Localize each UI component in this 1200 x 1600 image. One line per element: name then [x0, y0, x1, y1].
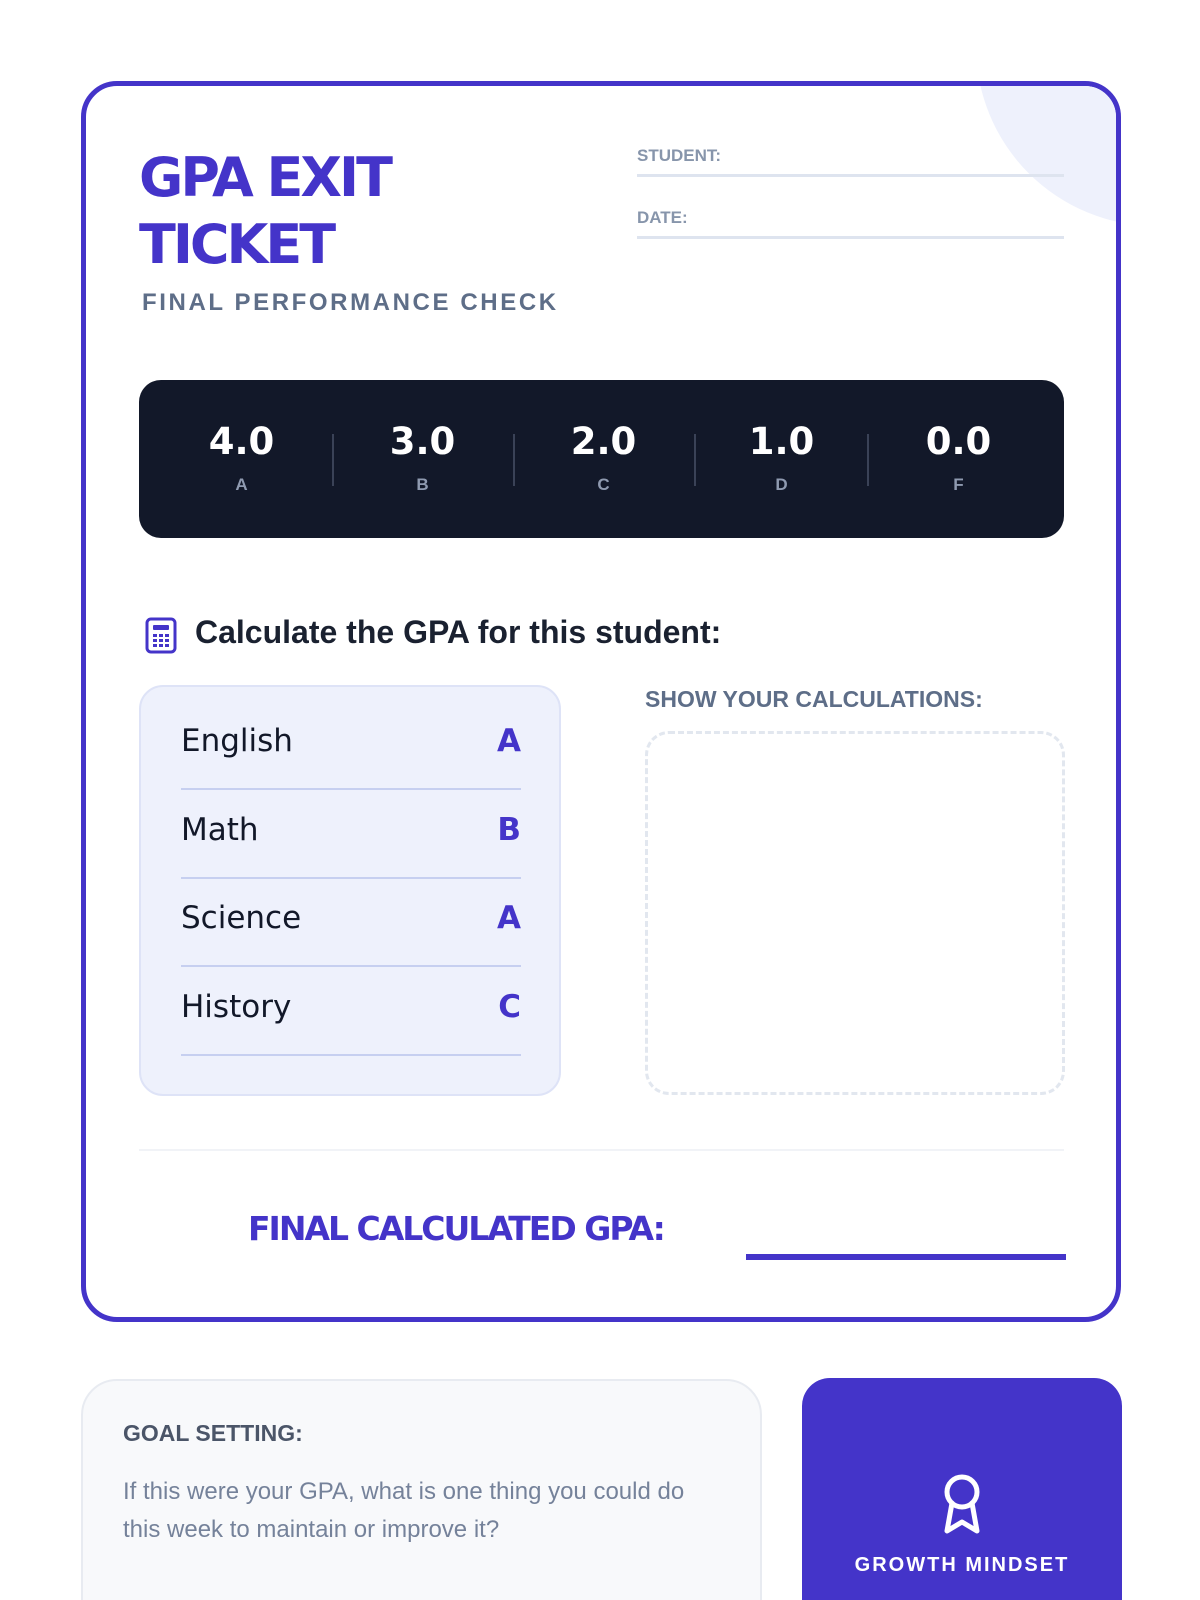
- grade-scale-bar: [139, 380, 1064, 538]
- goal-setting-prompt: If this were your GPA, what is one thing you could do this week to maintain or improve it?: [123, 1478, 685, 1543]
- date-field[interactable]: [637, 236, 1064, 239]
- scale-divider: [694, 434, 696, 486]
- grade-subject: History: [181, 989, 292, 1025]
- grade-subject: English: [181, 723, 293, 759]
- scale-points: 2.0: [570, 420, 637, 463]
- grade-subject: Science: [181, 900, 302, 936]
- scale-divider: [513, 434, 515, 486]
- question-text: Calculate the GPA for this student:: [195, 614, 722, 650]
- calculations-label: SHOW YOUR CALCULATIONS:: [645, 686, 983, 712]
- grade-letter: A: [497, 723, 521, 759]
- grades-panel: [139, 685, 561, 1096]
- scale-item-a: [179, 380, 304, 538]
- title-line-2: TICKET: [139, 213, 334, 276]
- scale-grade: B: [416, 475, 429, 494]
- decorative-circle: [976, 81, 1121, 226]
- date-label: DATE:: [637, 208, 688, 227]
- scale-item-b: [360, 380, 485, 538]
- goal-setting-title: GOAL SETTING:: [123, 1420, 303, 1446]
- scale-points: 4.0: [208, 420, 275, 463]
- scale-grade: D: [775, 475, 788, 494]
- grade-subject: Math: [181, 812, 259, 848]
- grade-row-divider: [181, 1054, 521, 1056]
- scale-points: 3.0: [389, 420, 456, 463]
- page-subtitle: FINAL PERFORMANCE CHECK: [142, 289, 559, 316]
- grade-row-history: [181, 967, 521, 1056]
- student-name-field[interactable]: [637, 174, 1064, 177]
- scale-grade: A: [235, 475, 248, 494]
- final-gpa-label: FINAL CALCULATED GPA:: [248, 1209, 664, 1248]
- page-title: [139, 144, 390, 278]
- grade-row-english: [181, 701, 521, 790]
- grade-letter: B: [497, 812, 521, 848]
- grade-row-science: [181, 878, 521, 967]
- scale-points: 0.0: [925, 420, 992, 463]
- growth-mindset-label: GROWTH MINDSET: [854, 1554, 1070, 1576]
- scale-grade: C: [597, 475, 610, 494]
- grade-row-math: [181, 790, 521, 879]
- calculator-icon: [144, 617, 178, 654]
- growth-mindset-badge: [802, 1378, 1122, 1600]
- title-line-1: GPA EXIT: [139, 146, 390, 209]
- grade-letter: C: [498, 989, 521, 1025]
- section-divider: [139, 1149, 1064, 1151]
- grade-letter: A: [497, 900, 521, 936]
- student-label: STUDENT:: [637, 146, 722, 165]
- scale-item-f: [896, 380, 1021, 538]
- final-gpa-answer-line[interactable]: [746, 1254, 1066, 1260]
- scale-item-c: [541, 380, 666, 538]
- goal-setting-card: [81, 1379, 762, 1600]
- scale-grade: F: [953, 475, 964, 494]
- scale-item-d: [719, 380, 844, 538]
- exit-ticket-card: [81, 81, 1121, 1322]
- scale-divider: [867, 434, 869, 486]
- scale-divider: [332, 434, 334, 486]
- scale-points: 1.0: [748, 420, 815, 463]
- calculations-work-area[interactable]: [645, 731, 1065, 1095]
- award-ribbon-icon: [938, 1472, 986, 1536]
